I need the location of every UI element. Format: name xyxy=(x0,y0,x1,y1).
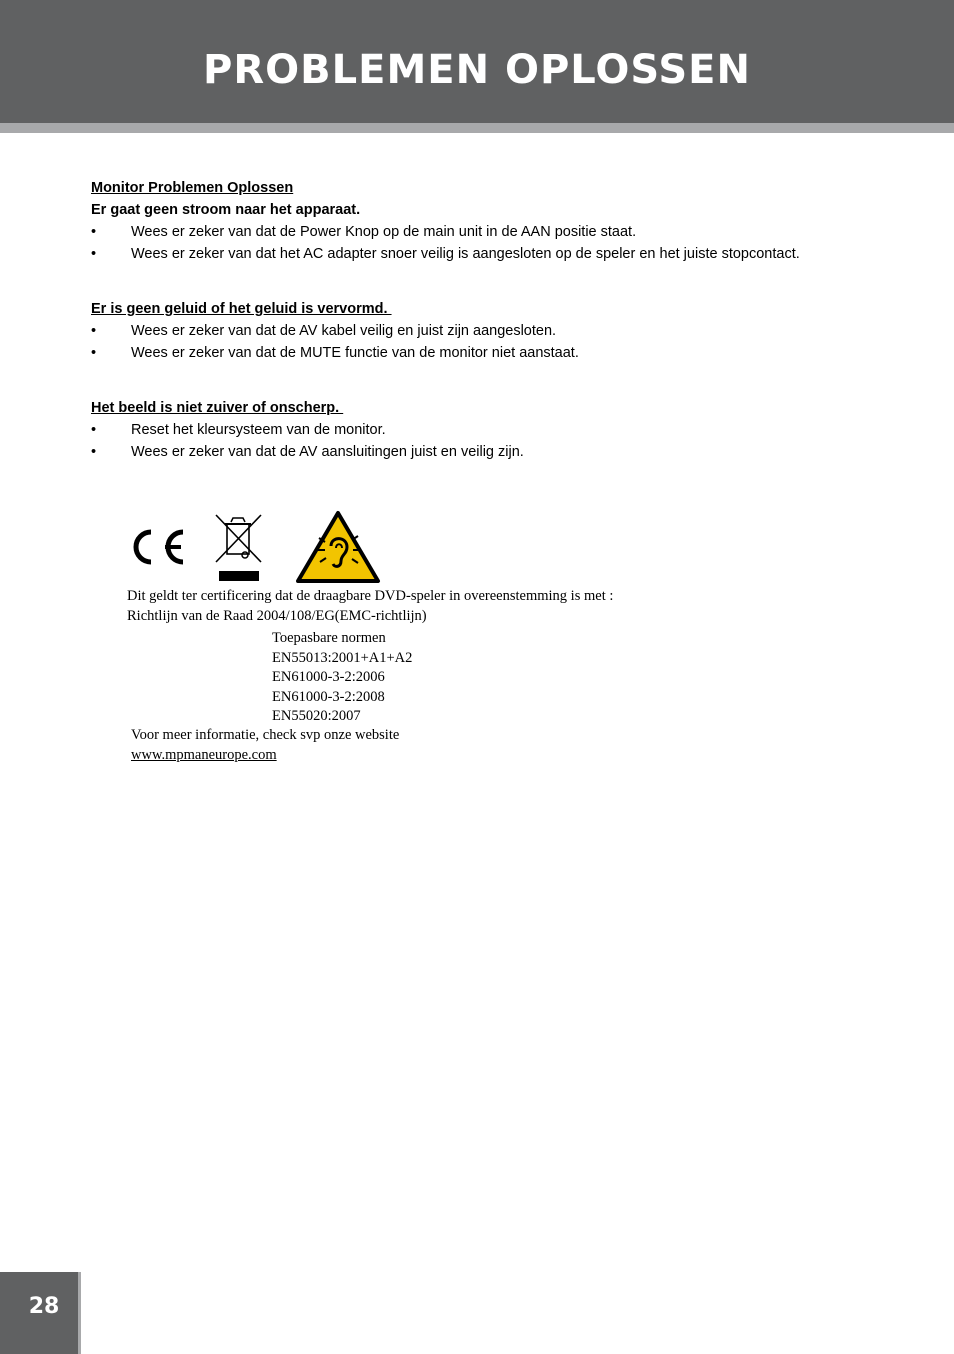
page-number-box xyxy=(0,1272,81,1354)
section-heading: Er is geen geluid of het geluid is vervormd. xyxy=(91,301,392,317)
norm-item: EN61000-3-2:2008 xyxy=(272,688,385,705)
list-item-text: Wees er zeker van dat de MUTE functie van de monitor niet aanstaat. xyxy=(131,345,579,361)
page-header xyxy=(0,0,954,123)
certification-statement xyxy=(127,587,613,626)
list-item xyxy=(91,441,911,463)
list-item xyxy=(91,419,911,441)
list-item xyxy=(91,320,911,342)
section-power xyxy=(91,177,911,265)
applicable-norms xyxy=(272,629,412,727)
page-number: 28 xyxy=(28,1294,60,1319)
bullet-icon: • xyxy=(91,422,97,438)
bullet-icon: • xyxy=(91,323,97,339)
more-info xyxy=(131,726,399,765)
page-title: PROBLEMEN OPLOSSEN xyxy=(203,47,751,93)
bullet-icon: • xyxy=(91,224,97,240)
directive-line: Richtlijn van de Raad 2004/108/EG(EMC-richtlijn) xyxy=(127,607,427,624)
list-item-text: Reset het kleursysteem van de monitor. xyxy=(131,422,386,438)
section-heading: Monitor Problemen Oplossen xyxy=(91,180,294,196)
troubleshooting-content xyxy=(91,177,911,463)
norm-item: EN55020:2007 xyxy=(272,708,361,724)
list-item-text: Wees er zeker van dat de Power Knop op de main unit in de AAN positie staat. xyxy=(131,224,637,240)
hearing-warning-icon xyxy=(295,510,381,584)
bullet-icon: • xyxy=(91,246,97,262)
section-subheading: Er gaat geen stroom naar het apparaat. xyxy=(91,202,361,218)
more-info-text: Voor meer informatie, check svp onze website xyxy=(131,727,400,743)
list-item-text: Wees er zeker van dat de AV kabel veilig en juist zijn aangesloten. xyxy=(131,323,557,339)
list-item xyxy=(91,221,911,243)
certification-line: Dit geldt ter certificering dat de draagbare DVD-speler in overeenstemming is met : xyxy=(127,588,614,604)
section-heading: Het beeld is niet zuiver of onscherp. xyxy=(91,400,344,416)
bullet-icon: • xyxy=(91,444,97,460)
header-stripe xyxy=(0,123,954,133)
norm-item: EN55013:2001+A1+A2 xyxy=(272,649,413,666)
norms-title: Toepasbare normen xyxy=(272,630,386,646)
norm-item: EN61000-3-2:2006 xyxy=(272,669,385,685)
compliance-icons xyxy=(127,510,387,585)
bullet-icon: • xyxy=(91,345,97,361)
ce-mark-icon xyxy=(127,527,187,567)
section-picture xyxy=(91,397,911,463)
section-sound xyxy=(91,298,911,364)
website-link[interactable]: www.mpmaneurope.com xyxy=(131,746,277,763)
list-item xyxy=(91,342,911,364)
weee-crossed-bin-icon xyxy=(215,514,263,582)
list-item-text: Wees er zeker van dat het AC adapter snoer veilig is aangesloten op de speler en het juiste stopcontact. xyxy=(131,246,800,262)
list-item-text: Wees er zeker van dat de AV aansluitingen juist en veilig zijn. xyxy=(131,444,524,460)
list-item xyxy=(91,243,911,265)
